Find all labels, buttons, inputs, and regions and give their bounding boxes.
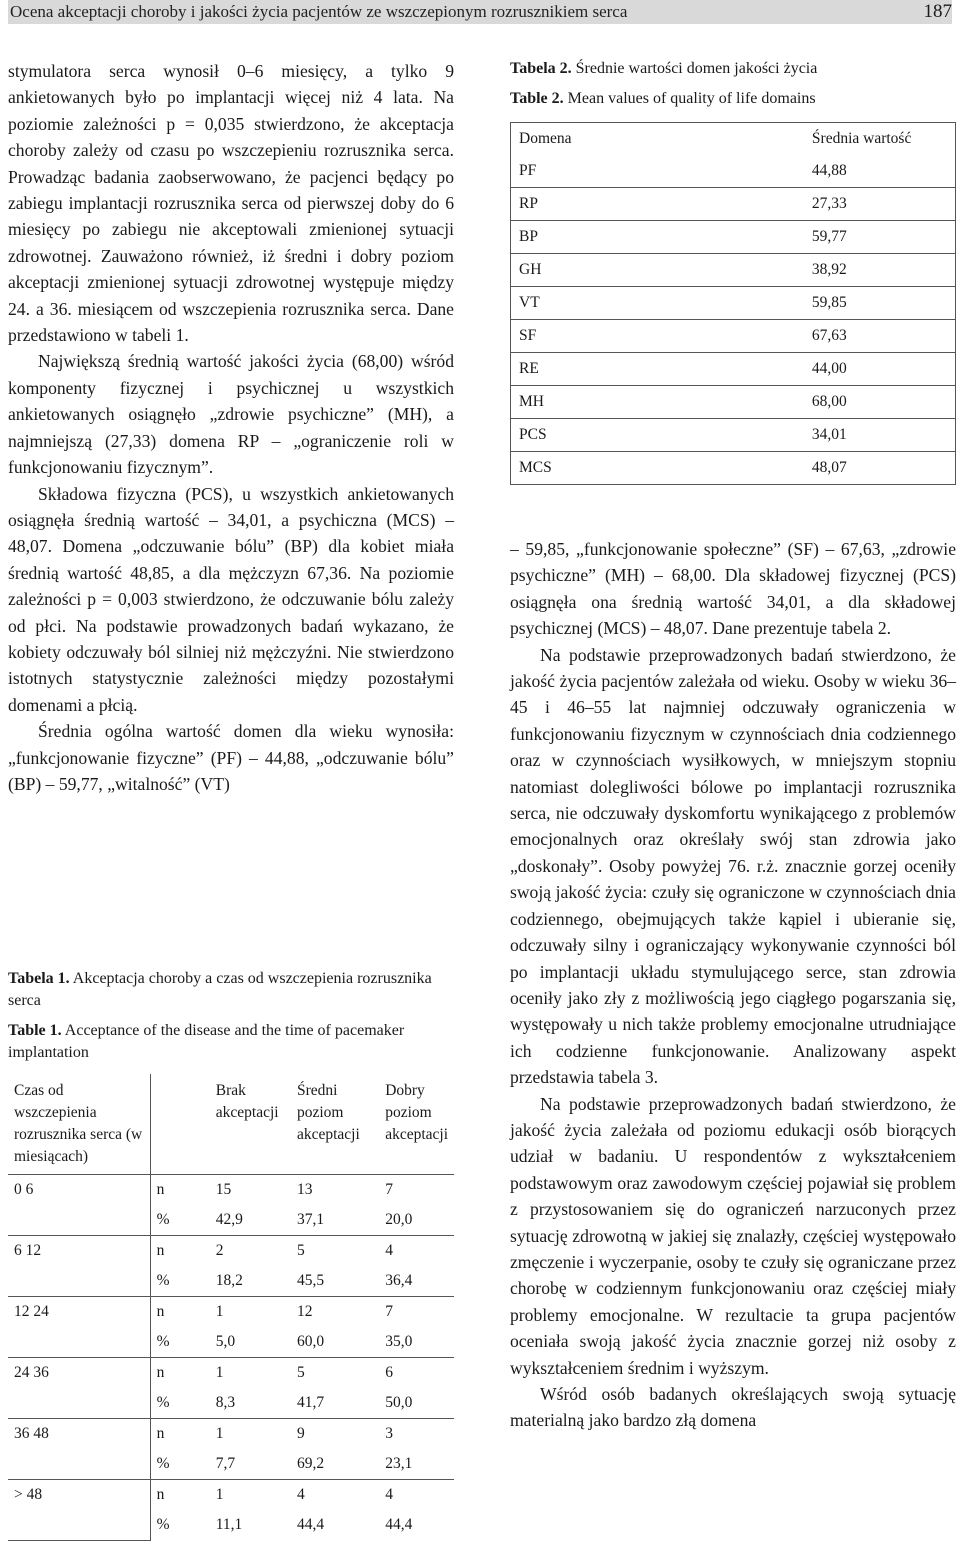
- percent-cell: 41,7: [291, 1388, 379, 1419]
- column-header: Średnia wartość: [811, 130, 912, 147]
- mean-value-cell: 44,88: [587, 155, 956, 188]
- table-row: [511, 254, 956, 287]
- mean-value-cell: 38,92: [587, 254, 956, 287]
- table-row: [511, 452, 956, 485]
- mean-value-cell: 59,85: [587, 287, 956, 320]
- percent-cell: 45,5: [291, 1266, 379, 1297]
- mean-value-cell: 34,01: [587, 419, 956, 452]
- domain-cell: PF: [511, 155, 587, 188]
- count-cell: 1: [215, 1425, 224, 1442]
- count-cell: 5: [296, 1242, 305, 1259]
- table2: [510, 122, 956, 485]
- mean-value-cell: 68,00: [587, 386, 956, 419]
- n-label: n: [156, 1486, 165, 1503]
- n-label: n: [156, 1181, 165, 1198]
- table-row: [511, 386, 956, 419]
- domain-cell: RP: [511, 188, 587, 221]
- n-label: n: [156, 1364, 165, 1381]
- count-cell: 4: [296, 1486, 305, 1503]
- page-number: 187: [923, 1, 952, 22]
- period-cell: 24 36: [8, 1358, 150, 1419]
- mean-value-cell: 67,63: [587, 320, 956, 353]
- paragraph: Największą średnią wartość jakości życia (68,00) wśród komponenty fizycznej i psychicznej u wszystkich ankietowanych osiągnęło „zdrowie psychiczne” (MH), a najmniejszą (27,33) domena RP – „ograniczenie roli w funkcjonowaniu fizycznym”.: [8, 351, 454, 478]
- domain-cell: MCS: [519, 459, 552, 476]
- count-cell: 13: [296, 1181, 313, 1198]
- count-cell: 7: [385, 1303, 393, 1320]
- percent-cell: 50,0: [379, 1388, 454, 1419]
- count-cell: 2: [215, 1242, 224, 1259]
- table2-caption: [510, 58, 956, 110]
- column-header: Średni poziom akceptacji: [291, 1074, 379, 1175]
- count-cell: 1: [215, 1303, 224, 1320]
- count-cell: 5: [296, 1364, 305, 1381]
- running-title: Ocena akceptacji choroby i jakości życia pacjentów ze wszczepionym rozrusznikiem serca: [10, 2, 628, 21]
- table-row: [8, 1236, 454, 1267]
- count-cell: 7: [385, 1181, 393, 1198]
- table-row: [8, 1419, 454, 1450]
- paragraph: Składowa fizyczna (PCS), u wszystkich ankietowanych osiągnęła średnią wartość – 34,01, a psychiczna (MCS) – 48,07. Domena „odczuwanie bólu” (BP) dla kobiet miała średnią wartość 48,85, a dla mężczyzn 67,36. Na poziomie zależności p = 0,003 stwierdzono, że odczuwanie bólu zależy od płci. Na podstawie prowadzonych badań wykazano, że kobiety odczuwały ból silniej niż mężczyźni. Nie stwierdzono istotnych statystycznie zależności między pozostałymi domenami a płcią.: [8, 483, 454, 715]
- table-row: [8, 1480, 454, 1511]
- pct-label: %: [150, 1327, 210, 1358]
- n-label: n: [156, 1303, 165, 1320]
- percent-cell: 37,1: [291, 1205, 379, 1236]
- percent-cell: 69,2: [291, 1449, 379, 1480]
- table-row: [8, 1358, 454, 1389]
- percent-cell: 42,9: [210, 1205, 291, 1236]
- percent-cell: 11,1: [215, 1516, 243, 1533]
- table1-caption-pl: Tabela 1. Akceptacja choroby a czas od wszczepienia rozrusznika serca: [8, 970, 432, 1009]
- count-cell: 1: [215, 1364, 224, 1381]
- table1: [8, 1074, 454, 1541]
- table2-caption-pl: Tabela 2. Średnie wartości domen jakości życia: [510, 60, 818, 77]
- domain-cell: SF: [511, 320, 587, 353]
- column-header: Brak akceptacji: [210, 1074, 291, 1175]
- percent-cell: 7,7: [210, 1449, 291, 1480]
- period-cell: 6 12: [8, 1236, 150, 1297]
- percent-cell: 44,4: [385, 1516, 413, 1533]
- table-row: [511, 353, 956, 386]
- percent-cell: 36,4: [379, 1266, 454, 1297]
- period-cell: > 48: [8, 1480, 150, 1541]
- running-header: [8, 0, 952, 24]
- percent-cell: 20,0: [379, 1205, 454, 1236]
- percent-cell: 8,3: [210, 1388, 291, 1419]
- period-cell: 12 24: [8, 1297, 150, 1358]
- paragraph: stymulatora serca wynosił 0–6 miesięcy, a tylko 9 ankietowanych było po implantacji więcej niż 4 lata. Na poziomie zależności p = 0,035 stwierdzono, że akceptacja choroby zależy od czasu po wszczepieniu rozrusznika serca. Prowadząc badania zaobserwowano, że pacjenci będący po zabiegu implantacji rozrusznika serca od pierwszej doby do 6 miesięcy po zabiegu nie akceptowali zmienionej sytuacji zdrowotnej. Zauważono również, iż średni i dobry poziom akceptacji zmienionej sytuacji zdrowotnej występuje między 24. a 36. miesiącem od wszczepienia rozrusznika serca. Dane przedstawiono w tabeli 1.: [8, 61, 454, 346]
- table-row: [511, 419, 956, 452]
- percent-cell: 35,0: [379, 1327, 454, 1358]
- mean-value-cell: 59,77: [587, 221, 956, 254]
- column-header: Domena: [519, 130, 572, 147]
- count-cell: 3: [385, 1425, 393, 1442]
- count-cell: 4: [385, 1486, 393, 1503]
- right-column: [510, 536, 956, 1434]
- left-column: [8, 58, 454, 797]
- domain-cell: BP: [511, 221, 587, 254]
- table-header-row: [511, 123, 956, 156]
- domain-cell: PCS: [511, 419, 587, 452]
- paragraph: Na podstawie przeprowadzonych badań stwierdzono, że jakość życia zależała od poziomu edukacji osób biorących udział w badaniu. U respondentów z wykształceniem podstawowym oraz zawodowym częściej pojawiał się problem z przystosowaniem się do ograniczeń narzuconych przez sytuację zdrowotną w jakiej się znalazły, częściej występowało zmęczenie i wyczerpanie, osoby te czuły się ograniczane przez chorobę w codziennym funkcjonowaniu oraz częściej miały problemy emocjonalne. W rezultacie ta grupa pacjentów oceniała swoją jakość życia znacznie gorzej niż osoby z wykształceniem średnim i wyższym.: [510, 1093, 956, 1378]
- paragraph: Na podstawie przeprowadzonych badań stwierdzono, że jakość życia pacjentów zależała od wieku. Osoby w wieku 36–45 i 46–55 lat najmniej odczuwały ograniczenia w funkcjonowaniu fizycznym w czynnościach dnia codziennego oraz w czynnościach wysiłkowych, w mniejszym stopniu natomiast dolegliwości bólowe po implantacji rozrusznika serca, nie odczuwały dyskomfortu wynikającego z problemów emocjonalnych oraz określały swój stan zdrowia jako „doskonały”. Osoby powyżej 76. r.ż. znacznie gorzej oceniły swoją jakość życia: czuły się ograniczone w czynnościach dnia codziennego, obejmujących także kąpiel i ubieranie się, odczuwały silny i ograniczający wykonywanie czynności ból po implantacji układu stymulującego serce, stan zdrowia oceniły jako zły z możliwością jego ciągłego pogarszania się, występowały u nich także problemy emocjonalne utrudniające ich codzienne funkcjonowanie. Analizowany aspekt przedstawia tabela 3.: [510, 644, 956, 1088]
- table-row: [8, 1175, 454, 1206]
- column-header: Czas od wszczepienia rozrusznika serca (w miesiącach): [8, 1074, 150, 1175]
- table-row: [511, 155, 956, 188]
- count-cell: 4: [385, 1242, 393, 1259]
- pct-label: %: [150, 1205, 210, 1236]
- paragraph: Średnia ogólna wartość domen dla wieku wynosiła: „funkcjonowanie fizyczne” (PF) – 44,88, „odczuwanie bólu” (BP) – 59,77, „witalność” (VT): [8, 721, 454, 794]
- pct-label: %: [156, 1516, 170, 1533]
- table-row: [511, 188, 956, 221]
- period-cell: 0 6: [8, 1175, 150, 1236]
- pct-label: %: [150, 1449, 210, 1480]
- percent-cell: 60,0: [291, 1327, 379, 1358]
- paragraph: – 59,85, „funkcjonowanie społeczne” (SF) – 67,63, „zdrowie psychiczne” (MH) – 68,00. Dla składowej fizycznej (PCS) osiągnęła ona średnią wartość 34,01, a dla składowej psychicznej (MCS) – 48,07. Dane prezentuje tabela 2.: [510, 539, 956, 639]
- count-cell: 1: [215, 1486, 224, 1503]
- paragraph: Wśród osób badanych określających swoją sytuację materialną jako bardzo złą domena: [510, 1384, 956, 1431]
- count-cell: 15: [215, 1181, 232, 1198]
- count-cell: 6: [385, 1364, 393, 1381]
- mean-value-cell: 44,00: [587, 353, 956, 386]
- table-row: [511, 287, 956, 320]
- percent-cell: 18,2: [210, 1266, 291, 1297]
- period-cell: 36 48: [8, 1419, 150, 1480]
- percent-cell: 44,4: [296, 1516, 325, 1533]
- domain-cell: RE: [511, 353, 587, 386]
- domain-cell: MH: [511, 386, 587, 419]
- table2-caption-en: Table 2. Mean values of quality of life domains: [510, 90, 816, 107]
- table-row: [511, 221, 956, 254]
- table-header-row: [8, 1074, 454, 1175]
- count-cell: 12: [296, 1303, 313, 1320]
- domain-cell: VT: [511, 287, 587, 320]
- mean-value-cell: 27,33: [587, 188, 956, 221]
- domain-cell: GH: [511, 254, 587, 287]
- n-label: n: [156, 1425, 165, 1442]
- column-header: Dobry poziom akceptacji: [379, 1074, 454, 1175]
- pct-label: %: [150, 1388, 210, 1419]
- pct-label: %: [150, 1266, 210, 1297]
- table-row: [8, 1297, 454, 1328]
- table1-caption-en: Table 1. Acceptance of the disease and the time of pacemaker implantation: [8, 1022, 405, 1061]
- mean-value-cell: 48,07: [811, 459, 847, 476]
- table-row: [511, 320, 956, 353]
- count-cell: 9: [296, 1425, 305, 1442]
- table1-caption: [8, 968, 454, 1064]
- percent-cell: 5,0: [210, 1327, 291, 1358]
- n-label: n: [156, 1242, 165, 1259]
- percent-cell: 23,1: [379, 1449, 454, 1480]
